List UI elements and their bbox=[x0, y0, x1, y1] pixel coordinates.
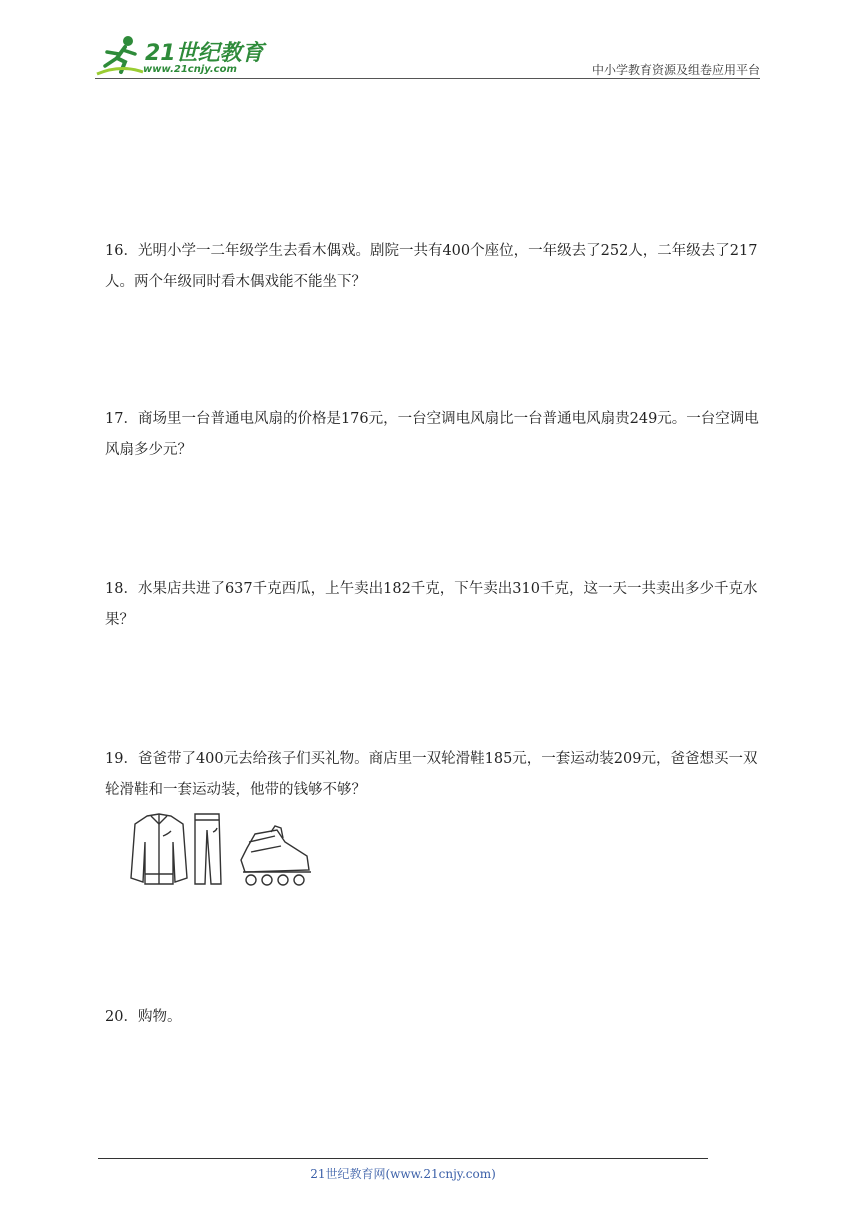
question-number: 16． bbox=[105, 243, 138, 259]
question-19 bbox=[105, 744, 765, 806]
question-text: 水果店共进了637千克西瓜，上午卖出182千克，下午卖出310千克，这一天一共卖出多少千克水果？ bbox=[105, 581, 758, 628]
page-header bbox=[95, 30, 760, 80]
question-text: 光明小学一二年级学生去看木偶戏。剧院一共有400个座位，一年级去了252人，二年级去了217人。两个年级同时看木偶戏能不能坐下？ bbox=[105, 243, 758, 290]
platform-title: 中小学教育资源及组卷应用平台 bbox=[591, 63, 760, 77]
tracksuit-and-skates-icon bbox=[125, 812, 315, 890]
jacket-icon bbox=[131, 814, 187, 884]
question-17 bbox=[105, 404, 765, 466]
footer-divider bbox=[98, 1158, 708, 1159]
runner-logo-icon bbox=[95, 34, 145, 78]
site-logo bbox=[95, 34, 265, 78]
roller-skate-icon bbox=[241, 826, 311, 885]
question-number: 18． bbox=[105, 581, 138, 597]
question-number: 20． bbox=[105, 1009, 138, 1025]
question-16 bbox=[105, 236, 765, 298]
footer-text: 21世纪教育网(www.21cnjy.com) bbox=[310, 1167, 496, 1181]
question-text: 购物。 bbox=[137, 1009, 182, 1025]
logo-url: www.21cnjy.com bbox=[143, 64, 237, 75]
trousers-icon bbox=[195, 814, 221, 884]
question-text: 商场里一台普通电风扇的价格是176元，一台空调电风扇比一台普通电风扇贵249元。一台空调电风扇多少元？ bbox=[105, 411, 759, 458]
header-divider bbox=[95, 78, 760, 79]
logo-title: 21世纪教育 bbox=[145, 41, 264, 66]
question-number: 19． bbox=[105, 751, 138, 767]
question-20 bbox=[105, 1002, 765, 1033]
question-18 bbox=[105, 574, 765, 636]
question-text: 爸爸带了400元去给孩子们买礼物。商店里一双轮滑鞋185元，一套运动装209元，爸爸想买一双轮滑鞋和一套运动装，他带的钱够不够？ bbox=[105, 751, 758, 798]
question-number: 17． bbox=[105, 411, 138, 427]
question-19-illustration bbox=[125, 812, 315, 890]
